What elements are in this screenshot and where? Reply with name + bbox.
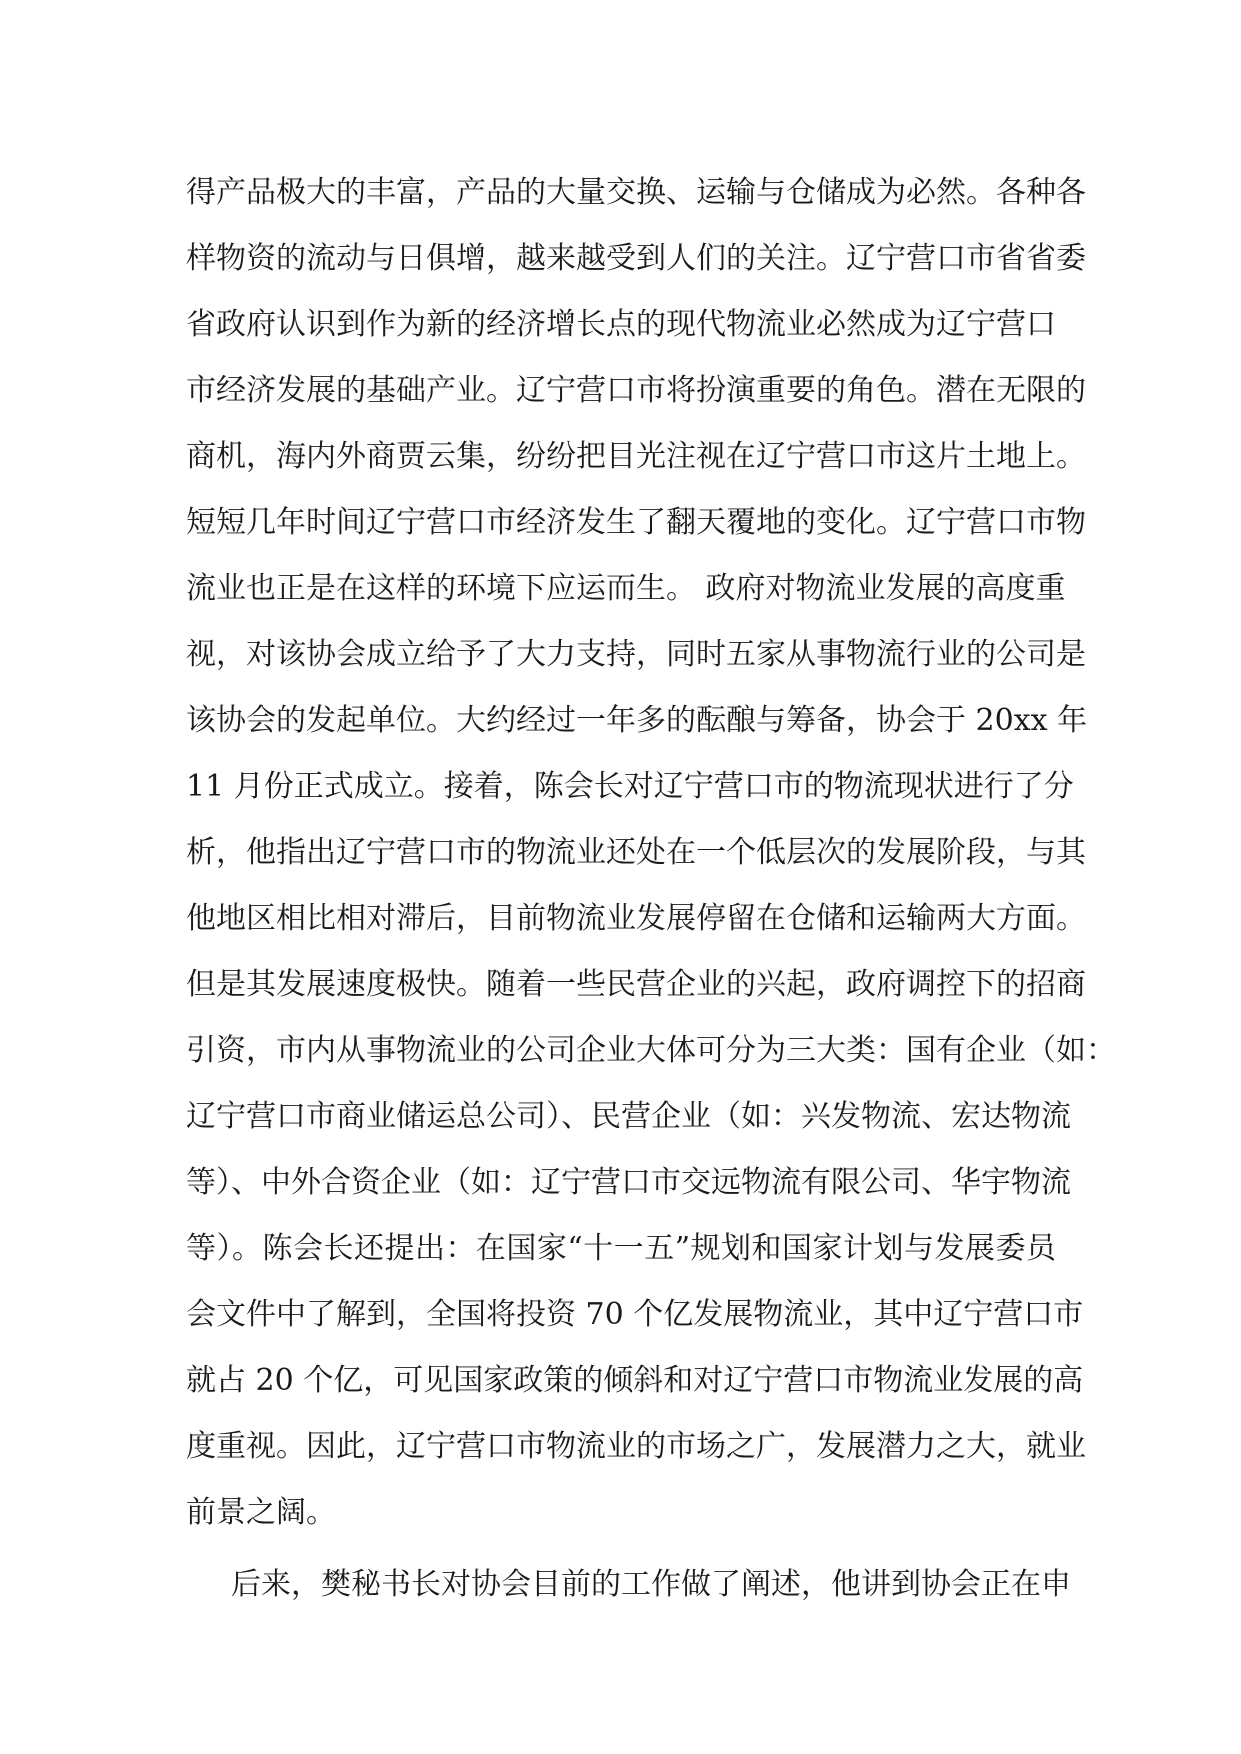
text-line: 视，对该协会成立给予了大力支持，同时五家从事物流行业的公司是 [186,637,1086,672]
text-line: 短短几年时间辽宁营口市经济发生了翻天覆地的变化。辽宁营口市物 [186,505,1086,540]
text-line: 就占 20 个亿，可见国家政策的倾斜和对辽宁营口市物流业发展的高 [186,1363,1084,1398]
text-line: 后来，樊秘书长对协会目前的工作做了阐述，他讲到协会正在申 [231,1567,1071,1602]
text-line: 流业也正是在这样的环境下应运而生。 政府对物流业发展的高度重 [186,571,1066,606]
text-line: 商机，海内外商贾云集，纷纷把目光注视在辽宁营口市这片土地上。 [186,439,1086,474]
text-line: 样物资的流动与日俱增，越来越受到人们的关注。辽宁营口市省省委 [186,241,1086,276]
text-line: 度重视。因此，辽宁营口市物流业的市场之广，发展潜力之大，就业 [186,1429,1086,1464]
paragraph-1 [186,160,1116,1546]
text-line: 前景之阔。 [186,1495,336,1530]
text-line: 等）、中外合资企业（如：辽宁营口市交远物流有限公司、华宇物流 [186,1165,1071,1200]
text-line: 引资，市内从事物流业的公司企业大体可分为三大类：国有企业（如： [186,1033,1116,1068]
text-line: 11 月份正式成立。接着，陈会长对辽宁营口市的物流现状进行了分 [186,769,1074,804]
text-line: 辽宁营口市商业储运总公司）、民营企业（如：兴发物流、宏达物流 [186,1099,1071,1134]
text-line: 省政府认识到作为新的经济增长点的现代物流业必然成为辽宁营口 [186,307,1056,342]
text-line: 析，他指出辽宁营口市的物流业还处在一个低层次的发展阶段，与其 [186,835,1086,870]
text-line: 他地区相比相对滞后，目前物流业发展停留在仓储和运输两大方面。 [186,901,1086,936]
document-body [186,160,1116,1618]
text-line: 等）。陈会长还提出：在国家“十一五”规划和国家计划与发展委员 [186,1231,1056,1266]
text-line: 市经济发展的基础产业。辽宁营口市将扮演重要的角色。潜在无限的 [186,373,1086,408]
paragraph-2 [186,1552,1071,1618]
text-line: 但是其发展速度极快。随着一些民营企业的兴起，政府调控下的招商 [186,967,1086,1002]
text-line: 该协会的发起单位。大约经过一年多的酝酿与筹备，协会于 20xx 年 [186,703,1088,738]
text-line: 得产品极大的丰富，产品的大量交换、运输与仓储成为必然。各种各 [186,175,1086,210]
text-line: 会文件中了解到，全国将投资 70 个亿发展物流业，其中辽宁营口市 [186,1297,1084,1332]
